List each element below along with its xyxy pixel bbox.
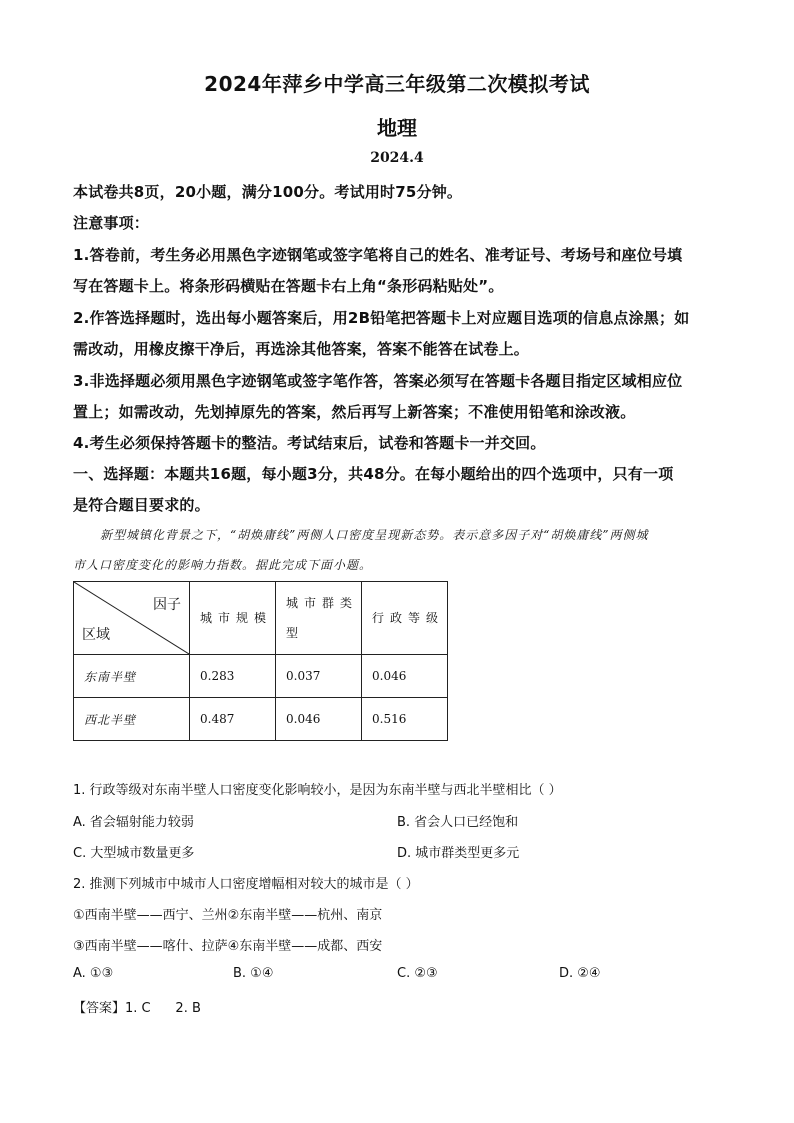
question-2-option-a: A. ①③ (73, 966, 114, 981)
table-header-row (74, 582, 448, 655)
section-heading-cont: 是符合题目要求的。 (73, 496, 210, 514)
note-line: 置上；如需改动，先划掉原先的答案，然后再写上新答案；不准使用铅笔和涂改液。 (73, 403, 636, 421)
table-corner-cell (74, 582, 190, 655)
table-cell: 0.283 (190, 655, 276, 698)
table-row (74, 698, 448, 741)
note-line: 3.非选择题必须用黑色字迹钢笔或签字笔作答，答案必须写在答题卡各题目指定区域相应位 (73, 372, 683, 390)
exam-date: 2024.4 (370, 150, 424, 166)
table-cell: 0.037 (276, 655, 362, 698)
column-header: 城市群类型 (276, 582, 362, 655)
subject-title: 地理 (377, 116, 417, 140)
passage-line: 市人口密度变化的影响力指数。据此完成下面小题。 (73, 558, 373, 572)
answer-tag: 【答案】 (73, 1001, 126, 1016)
table-cell: 0.487 (190, 698, 276, 741)
table-cell: 0.516 (362, 698, 448, 741)
note-line: 4.考生必须保持答题卡的整洁。考试结束后，试卷和答题卡一并交回。 (73, 434, 546, 452)
table-cell: 0.046 (276, 698, 362, 741)
answer-text: 1. C 2. B (125, 1001, 201, 1016)
note-line: 写在答题卡上。将条形码横贴在答题卡右上角“条形码粘贴处”。 (73, 277, 504, 295)
notice-title: 注意事项： (73, 214, 150, 232)
passage-line: 新型城镇化背景之下，“胡焕庸线”两侧人口密度呈现新态势。表示意多因子对“胡焕庸线”两侧城 (100, 528, 649, 542)
note-line: 1.答卷前，考生务必用黑色字迹钢笔或签字笔将自己的姓名、准考证号、考场号和座位号填 (73, 246, 683, 264)
column-header: 行政等级 (362, 582, 448, 655)
question-1-option-c: C. 大型城市数量更多 (73, 846, 195, 861)
corner-label-factor: 因子 (153, 597, 181, 613)
question-2-line: ①西南半壁——西宁、兰州②东南半壁——杭州、南京 (73, 908, 383, 923)
exam-summary: 本试卷共8页，20小题，满分100分。考试用时75分钟。 (73, 183, 463, 201)
question-2-stem: 2. 推测下列城市中城市人口密度增幅相对较大的城市是（ ） (73, 877, 419, 892)
question-2-option-c: C. ②③ (397, 966, 438, 981)
note-line: 2.作答选择题时，选出每小题答案后，用2B铅笔把答题卡上对应题目选项的信息点涂黑；如 (73, 309, 690, 327)
column-header: 城市规模 (190, 582, 276, 655)
corner-label-region: 区域 (82, 627, 110, 643)
question-2-option-b: B. ①④ (233, 966, 274, 981)
exam-title: 2024年萍乡中学高三年级第二次模拟考试 (204, 72, 590, 96)
row-header: 东南半壁 (74, 655, 190, 698)
table-cell: 0.046 (362, 655, 448, 698)
question-1-option-b: B. 省会人口已经饱和 (397, 815, 519, 830)
table-row (74, 655, 448, 698)
row-header: 西北半壁 (74, 698, 190, 741)
question-2-option-d: D. ②④ (559, 966, 601, 981)
note-line: 需改动，用橡皮擦干净后，再选涂其他答案，答案不能答在试卷上。 (73, 340, 530, 358)
question-1-stem: 1. 行政等级对东南半壁人口密度变化影响较小，是因为东南半壁与西北半壁相比（ ） (73, 783, 562, 798)
question-2-line: ③西南半壁——喀什、拉萨④东南半壁——成都、西安 (73, 939, 383, 954)
question-1-option-d: D. 城市群类型更多元 (397, 846, 520, 861)
factor-table (73, 581, 448, 741)
answer-line (73, 997, 201, 1016)
section-heading: 一、选择题：本题共16题，每小题3分，共48分。在每小题给出的四个选项中，只有一项 (73, 465, 674, 483)
question-1-option-a: A. 省会辐射能力较弱 (73, 815, 194, 830)
